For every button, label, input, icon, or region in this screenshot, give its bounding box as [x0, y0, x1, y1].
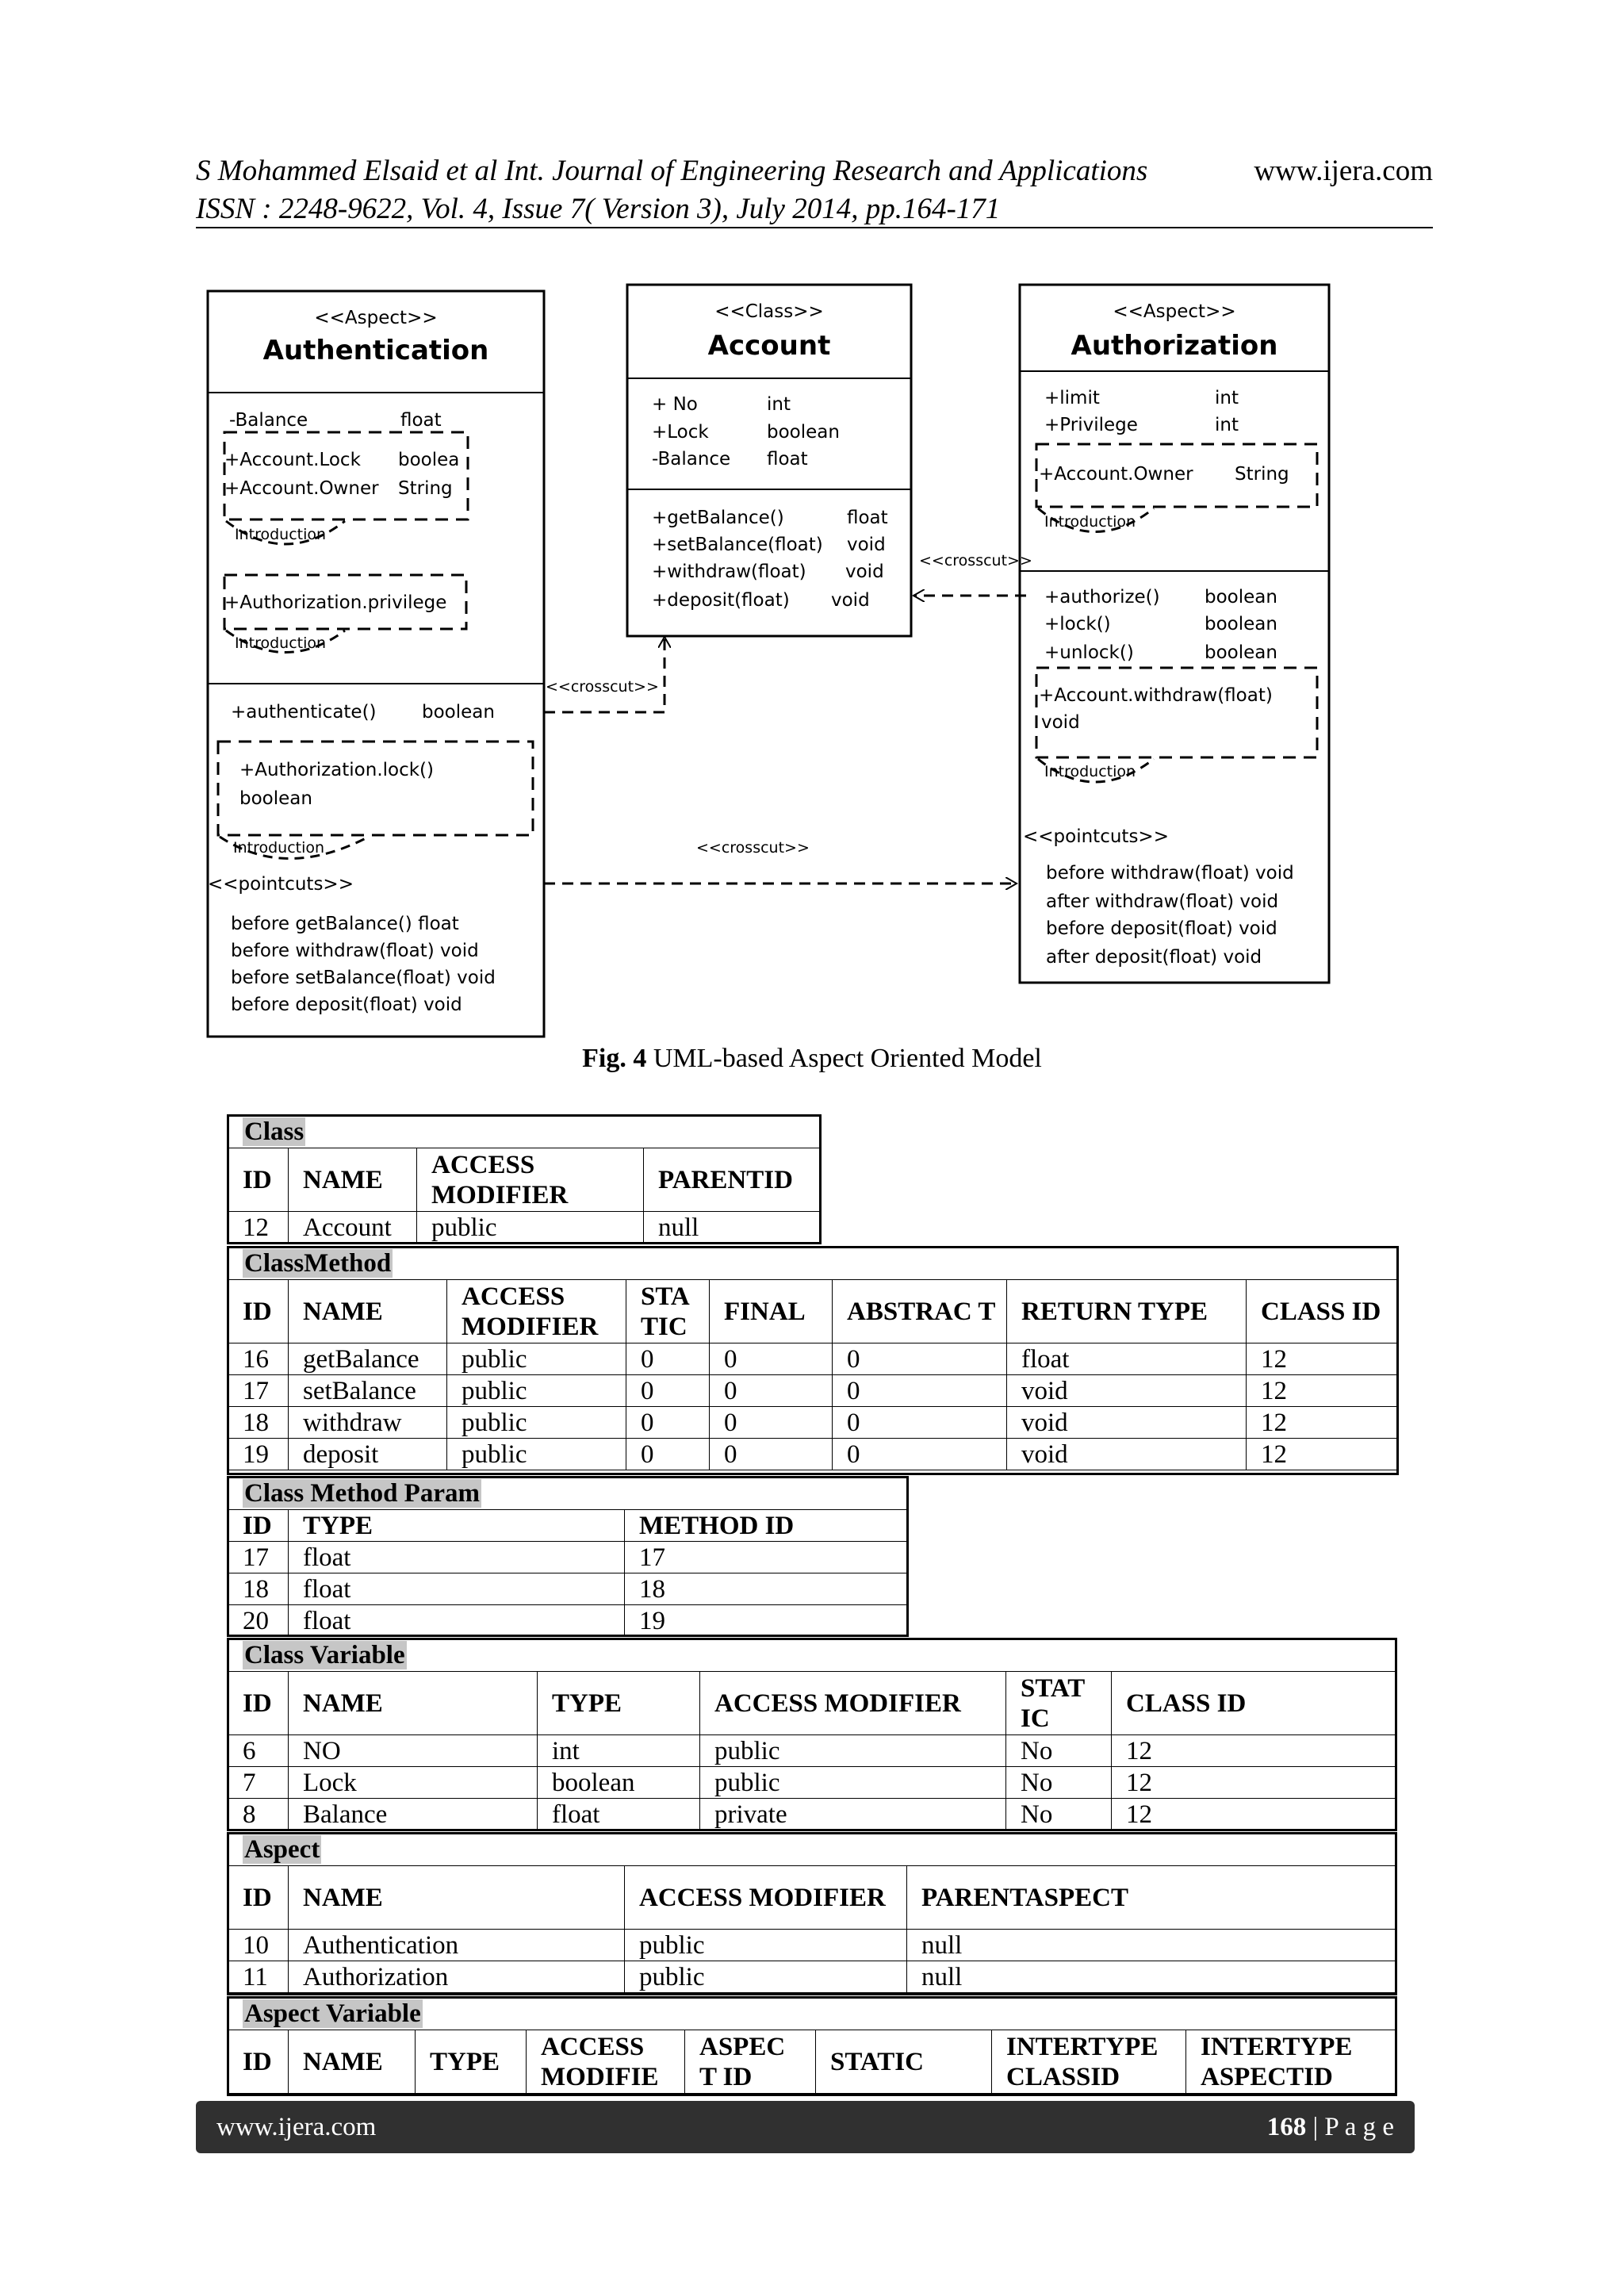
table-cell: void — [1007, 1407, 1247, 1439]
journal-site[interactable]: www.ijera.com — [1254, 155, 1433, 187]
introduction-label: Introduction — [233, 839, 325, 857]
authorization-attr-2-type: int — [1215, 415, 1239, 435]
column-header: INTERTYPE ASPECTID — [1186, 2030, 1396, 2094]
authorization-aspect-box — [1020, 285, 1329, 983]
table-title: Aspect Variable — [244, 1999, 421, 2028]
introduction-label: Introduction — [235, 634, 327, 652]
journal-citation: S Mohammed Elsaid et al Int. Journal of Engineering Research and Applications — [196, 155, 1148, 187]
column-header: ID — [228, 1280, 289, 1343]
authentication-attr-name: -Balance — [229, 410, 308, 431]
authorization-method-1: +authorize() — [1044, 587, 1160, 608]
table-cell: void — [1007, 1375, 1247, 1407]
issn-line: ISSN : 2248-9622, Vol. 4, Issue 7( Version 3), July 2014, pp.164-171 — [196, 193, 1001, 225]
table-cell: float — [289, 1605, 625, 1637]
account-attr-3: -Balance — [652, 449, 731, 470]
table-cell: float — [1007, 1343, 1247, 1375]
table-cell: public — [625, 1930, 907, 1961]
intro-account-withdraw: +Account.withdraw(float) — [1039, 685, 1273, 706]
table-cell: 12 — [228, 1212, 289, 1244]
table-cell: 20 — [228, 1605, 289, 1637]
table-cell: 7 — [228, 1767, 289, 1799]
table-cell: 0 — [710, 1407, 833, 1439]
authorization-name: Authorization — [1071, 330, 1278, 362]
authentication-pointcuts: <<pointcuts>> — [208, 874, 354, 895]
table-cell: Authorization — [289, 1961, 625, 1993]
table-cell: deposit — [289, 1439, 447, 1470]
table-cell: void — [1007, 1439, 1247, 1470]
table-cell: 12 — [1112, 1767, 1396, 1799]
authentication-name: Authentication — [262, 335, 489, 366]
column-header: NAME — [289, 1672, 538, 1735]
authorization-method-3-type: boolean — [1205, 642, 1277, 663]
table-cell: 0 — [626, 1439, 710, 1470]
intro-authorization-lock: +Authorization.lock() — [239, 760, 435, 780]
account-method-2: +setBalance(float) — [652, 535, 823, 555]
intro-authorization-lock-type: boolean — [239, 788, 312, 809]
column-header: ID — [228, 1510, 289, 1542]
table-cell: float — [538, 1799, 700, 1830]
account-method-2-type: void — [847, 535, 886, 555]
table-cell: 0 — [626, 1407, 710, 1439]
crosscut-label: <<crosscut>> — [546, 678, 659, 696]
authorization-method-1-type: boolean — [1205, 587, 1277, 608]
account-attr-2-type: boolean — [767, 422, 840, 443]
account-class-box — [627, 285, 911, 636]
intro-account-owner-type: String — [1235, 464, 1289, 485]
table-cell: public — [700, 1767, 1006, 1799]
table-cell: 19 — [625, 1605, 908, 1637]
column-header: METHOD ID — [625, 1510, 908, 1542]
intro-account-owner: +Account.Owner — [224, 478, 379, 499]
authorization-method-2-type: boolean — [1205, 614, 1277, 634]
page-number-value: 168 — [1266, 2112, 1307, 2141]
authorization-stereotype: <<Aspect>> — [1113, 301, 1236, 322]
pointcut-4: before deposit(float) void — [231, 995, 462, 1015]
table-cell: private — [700, 1799, 1006, 1830]
table-cell: Lock — [289, 1767, 538, 1799]
account-method-4-type: void — [831, 590, 870, 611]
table-cell: 12 — [1247, 1439, 1398, 1470]
column-header: PARENTID — [644, 1148, 821, 1212]
introduction-label: Introduction — [1044, 763, 1136, 780]
column-header: ACCESS MODIFIER — [417, 1148, 644, 1212]
account-method-3-type: void — [845, 562, 884, 582]
header-rule — [196, 227, 1433, 228]
account-attr-1: + No — [652, 394, 698, 415]
table-title: Class — [244, 1117, 304, 1146]
table-cell: float — [289, 1542, 625, 1573]
column-header: FINAL — [710, 1280, 833, 1343]
column-header: ACCESS MODIFIER — [625, 1866, 907, 1930]
table-title: Class Method Param — [244, 1479, 480, 1508]
authorization-method-3: +unlock() — [1044, 642, 1134, 663]
table-cell: 6 — [228, 1735, 289, 1767]
table-cell: 0 — [833, 1407, 1007, 1439]
table-cell: 0 — [710, 1375, 833, 1407]
table-cell: No — [1006, 1735, 1112, 1767]
account-method-4: +deposit(float) — [652, 590, 790, 611]
figure-label: Fig. 4 — [582, 1044, 647, 1073]
column-header: ID — [228, 1672, 289, 1735]
column-header: ID — [228, 2030, 289, 2094]
column-header: NAME — [289, 1866, 625, 1930]
column-header: ACCESS MODIFIER — [447, 1280, 626, 1343]
column-header: INTERTYPE CLASSID — [992, 2030, 1186, 2094]
account-stereotype: <<Class>> — [714, 301, 824, 322]
table-title: ClassMethod — [244, 1249, 392, 1278]
page-number — [1267, 2113, 1394, 2142]
table-cell: 12 — [1247, 1375, 1398, 1407]
table-cell: public — [417, 1212, 644, 1244]
account-method-1: +getBalance() — [652, 508, 784, 528]
table-cell: Balance — [289, 1799, 538, 1830]
intro-account-lock-type: boolea — [398, 450, 460, 470]
table-cell: public — [447, 1375, 626, 1407]
account-attr-2: +Lock — [652, 422, 709, 443]
crosscut-label: <<crosscut>> — [696, 839, 810, 857]
table-cell: withdraw — [289, 1407, 447, 1439]
table-cell: NO — [289, 1735, 538, 1767]
table-cell: setBalance — [289, 1375, 447, 1407]
account-name: Account — [707, 330, 831, 362]
authentication-method-type: boolean — [422, 702, 495, 723]
table-cell: 0 — [710, 1343, 833, 1375]
account-method-1-type: float — [847, 508, 888, 528]
page-footer — [196, 2101, 1415, 2153]
column-header: NAME — [289, 2030, 416, 2094]
pointcut-2: after withdraw(float) void — [1046, 891, 1279, 912]
table-cell: No — [1006, 1799, 1112, 1830]
column-header: NAME — [289, 1148, 417, 1212]
table-cell: 8 — [228, 1799, 289, 1830]
table-cell: 19 — [228, 1439, 289, 1470]
table-cell: No — [1006, 1767, 1112, 1799]
pointcut-1: before getBalance() float — [231, 914, 459, 934]
pointcut-2: before withdraw(float) void — [231, 941, 479, 961]
authorization-method-2: +lock() — [1044, 614, 1111, 634]
pointcut-1: before withdraw(float) void — [1046, 863, 1294, 884]
authentication-attr-type: float — [400, 410, 442, 431]
table-class-border — [227, 1114, 822, 1244]
table-class-variable-border — [227, 1638, 1397, 1831]
column-header: TYPE — [538, 1672, 700, 1735]
table-cell: null — [907, 1930, 1396, 1961]
authorization-attr-1-type: int — [1215, 388, 1239, 408]
authentication-aspect-box — [208, 291, 544, 1037]
column-header: ID — [228, 1148, 289, 1212]
table-cell: Account — [289, 1212, 417, 1244]
table-cell: public — [447, 1343, 626, 1375]
column-header: NAME — [289, 1280, 447, 1343]
column-header: ID — [228, 1866, 289, 1930]
pointcut-3: before setBalance(float) void — [231, 968, 496, 988]
table-cell: 0 — [833, 1439, 1007, 1470]
column-header: ABSTRAC T — [833, 1280, 1007, 1343]
column-header: ACCESS MODIFIER — [700, 1672, 1006, 1735]
column-header: STA TIC — [626, 1280, 710, 1343]
account-attr-3-type: float — [767, 449, 808, 470]
column-header: CLASS ID — [1247, 1280, 1398, 1343]
table-cell: 18 — [228, 1407, 289, 1439]
introduction-label: Introduction — [235, 526, 327, 543]
table-cell: 12 — [1112, 1735, 1396, 1767]
table-cell: 0 — [710, 1439, 833, 1470]
authorization-pointcuts: <<pointcuts>> — [1023, 826, 1169, 847]
table-class-method-param-border — [227, 1476, 909, 1637]
table-cell: public — [700, 1735, 1006, 1767]
table-cell: 16 — [228, 1343, 289, 1375]
table-aspect-border — [227, 1832, 1397, 1995]
table-cell: 18 — [625, 1573, 908, 1605]
column-header: TYPE — [289, 1510, 625, 1542]
table-cell: 10 — [228, 1930, 289, 1961]
table-cell: null — [644, 1212, 821, 1244]
pointcut-4: after deposit(float) void — [1046, 947, 1262, 968]
crosscut-label: <<crosscut>> — [919, 552, 1032, 569]
table-cell: public — [625, 1961, 907, 1993]
page-label: | P a g e — [1306, 2112, 1394, 2141]
table-aspect-variable-border — [227, 1996, 1397, 2096]
table-cell: public — [447, 1439, 626, 1470]
running-header — [196, 152, 1433, 228]
intro-account-owner-type: String — [398, 478, 453, 499]
table-cell: 12 — [1112, 1799, 1396, 1830]
column-header: ACCESS MODIFIE — [527, 2030, 685, 2094]
table-cell: 12 — [1247, 1407, 1398, 1439]
figure-caption — [0, 1044, 1624, 1074]
column-header: TYPE — [416, 2030, 527, 2094]
table-cell: getBalance — [289, 1343, 447, 1375]
table-cell: null — [907, 1961, 1396, 1993]
table-class-method-border — [227, 1246, 1399, 1475]
column-header: RETURN TYPE — [1007, 1280, 1247, 1343]
table-title: Aspect — [244, 1835, 320, 1864]
table-cell: 11 — [228, 1961, 289, 1993]
table-cell: public — [447, 1407, 626, 1439]
intro-authorization-privilege: +Authorization.privilege — [224, 592, 447, 613]
table-cell: Authentication — [289, 1930, 625, 1961]
table-cell: 0 — [833, 1375, 1007, 1407]
table-cell: 17 — [625, 1542, 908, 1573]
table-cell: int — [538, 1735, 700, 1767]
authentication-method: +authenticate() — [231, 702, 377, 723]
authorization-attr-1: +limit — [1044, 388, 1100, 408]
account-method-3: +withdraw(float) — [652, 562, 806, 582]
table-cell: 18 — [228, 1573, 289, 1605]
figure-caption-text: UML-based Aspect Oriented Model — [646, 1044, 1042, 1073]
column-header: STAT IC — [1006, 1672, 1112, 1735]
table-cell: 17 — [228, 1375, 289, 1407]
table-cell: 17 — [228, 1542, 289, 1573]
table-cell: 12 — [1247, 1343, 1398, 1375]
table-title: Class Variable — [244, 1641, 405, 1669]
authorization-attr-2: +Privilege — [1044, 415, 1138, 435]
table-cell: boolean — [538, 1767, 700, 1799]
table-cell: 0 — [626, 1343, 710, 1375]
table-cell: float — [289, 1573, 625, 1605]
intro-account-lock: +Account.Lock — [224, 450, 361, 470]
pointcut-3: before deposit(float) void — [1046, 918, 1277, 939]
table-cell: 0 — [833, 1343, 1007, 1375]
intro-account-withdraw-type: void — [1041, 712, 1080, 733]
column-header: CLASS ID — [1112, 1672, 1396, 1735]
introduction-label: Introduction — [1044, 513, 1136, 531]
column-header: ASPEC T ID — [685, 2030, 816, 2094]
table-cell: 0 — [626, 1375, 710, 1407]
column-header: STATIC — [816, 2030, 992, 2094]
authentication-stereotype: <<Aspect>> — [314, 308, 438, 328]
column-header: PARENTASPECT — [907, 1866, 1396, 1930]
account-attr-1-type: int — [767, 394, 791, 415]
footer-site[interactable]: www.ijera.com — [216, 2112, 377, 2141]
intro-account-owner: +Account.Owner — [1039, 464, 1193, 485]
